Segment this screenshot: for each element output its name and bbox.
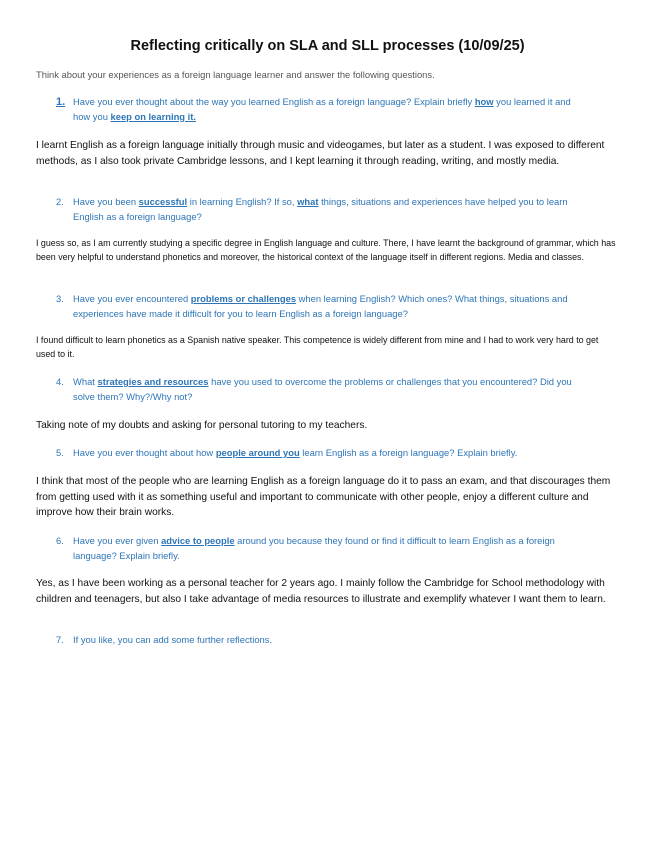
- question-number: 4.: [56, 376, 64, 387]
- question-number: 7.: [56, 634, 64, 645]
- question-text: Have you ever thought about how people around you learn English as a foreign language? Explain briefly.: [73, 447, 518, 458]
- answer-4: Taking note of my doubts and asking for personal tutoring to my teachers.: [36, 420, 368, 431]
- question-number: 5.: [56, 447, 64, 458]
- question-text: Have you ever thought about the way you learned English as a foreign language? Explain briefly how you learned it and how you keep on learning it.: [73, 96, 571, 122]
- question-text: Have you been successful in learning English? If so, what things, situations and experiences have helped you to learn English as a foreign language?: [73, 196, 568, 222]
- answer-1: I learnt English as a foreign language initially through music and videogames, but later as a student. I was exposed to different methods, as I also took private Cambridge lessons, and I kept learning it through reading, writing, and mostly media.: [36, 140, 605, 167]
- instructions: Think about your experiences as a foreign language learner and answer the following questions.: [36, 69, 435, 80]
- question-number: 6.: [56, 535, 64, 546]
- question-text: If you like, you can add some further reflections.: [73, 634, 273, 645]
- question-text: Have you ever encountered problems or challenges when learning English? Which ones? What things, situations and experiences have made it difficult for you to learn English as a foreign language?: [73, 293, 568, 319]
- answer-5: I think that most of the people who are learning English as a foreign language do it to pass an exam, and that discourages them from getting used with it as something useful and important to communicate with other people, enjoy a different culture and improve how their brain works.: [36, 476, 611, 518]
- document-title: Reflecting critically on SLA and SLL processes (10/09/25): [130, 38, 525, 54]
- question-number: 2.: [56, 196, 64, 207]
- question-number: 1.: [56, 96, 66, 108]
- question-text: Have you ever given advice to people around you because they found or find it difficult to learn English as a foreign language? Explain briefly.: [73, 535, 555, 561]
- answer-6: Yes, as I have been working as a personal teacher for 2 years ago. I mainly follow the Cambridge for School methodology with children and teenagers, but also I take advantage of media resources to illustrate and exemplify whatever I want them to learn.: [36, 578, 606, 605]
- answer-2: I guess so, as I am currently studying a specific degree in English language and culture. There, I have learnt the background of grammar, which has been very helpful to understand phonetics and moreover, the historical context of the language itself in different regions. Media and classes.: [36, 238, 616, 262]
- question-text: What strategies and resources have you used to overcome the problems or challenges that you encountered? Did you solve them? Why?/Why not?: [73, 376, 572, 402]
- question-number: 3.: [56, 293, 64, 304]
- answer-3: I found difficult to learn phonetics as a Spanish native speaker. This competence is widely different from mine and I had to work very hard to get used to it.: [36, 335, 599, 359]
